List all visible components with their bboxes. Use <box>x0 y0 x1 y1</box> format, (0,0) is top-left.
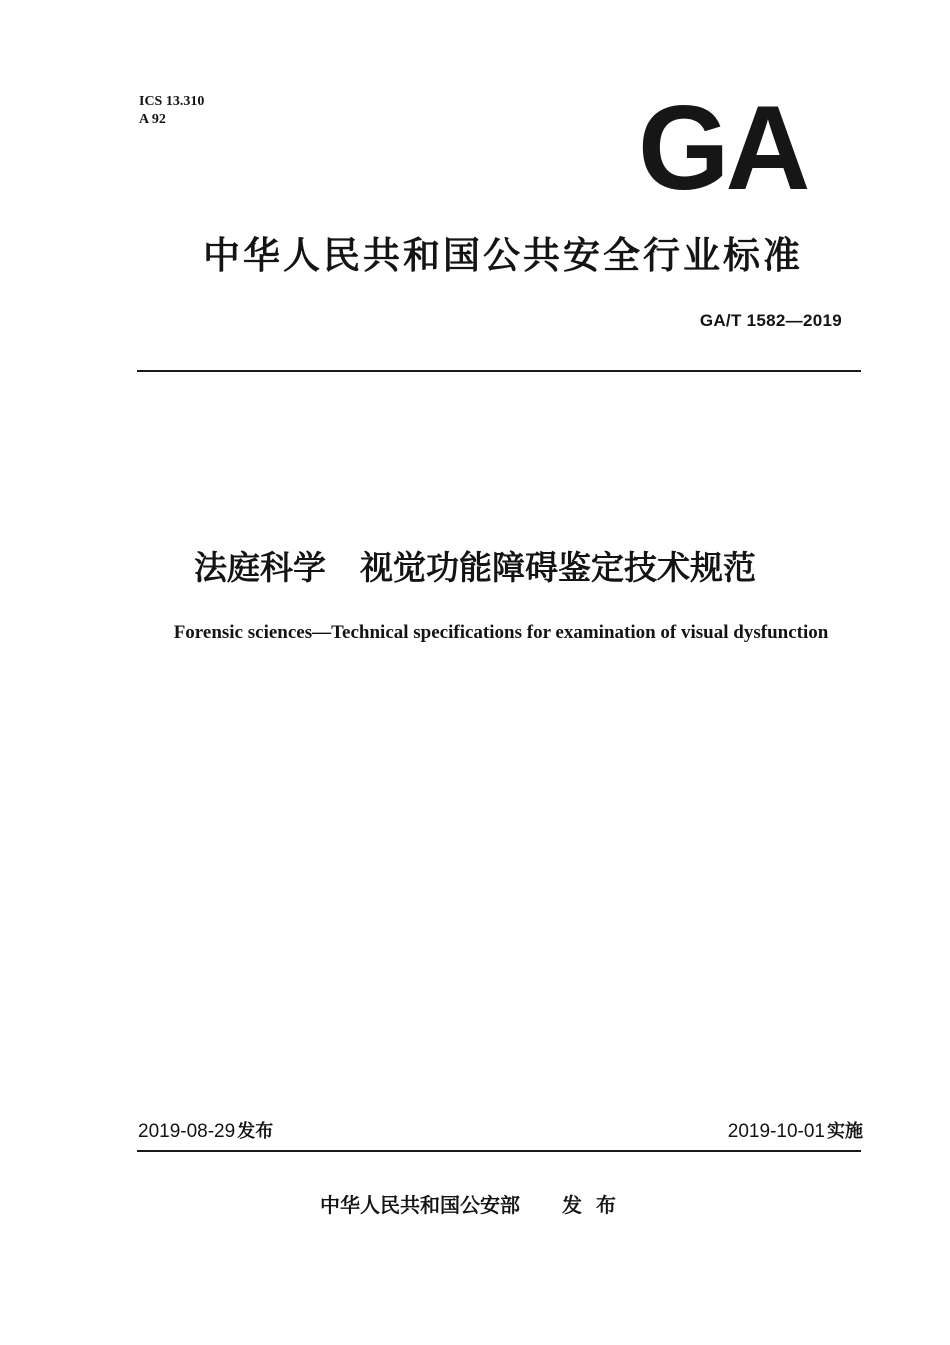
issuer-action: 发布 <box>562 1193 630 1217</box>
issuer-name: 中华人民共和国公安部 <box>320 1193 520 1217</box>
standard-title <box>0 542 950 589</box>
header-title-text: 中华人民共和国公共安全行业标准 <box>203 234 803 277</box>
issue-date-label: 发布 <box>237 1121 274 1142</box>
standard-title-part1: 法庭科学 <box>194 548 326 587</box>
standard-code: GA/T 1582—2019 <box>699 311 842 330</box>
english-title <box>0 622 950 644</box>
standard-title-part2: 视觉功能障碍鉴定技术规范 <box>360 548 756 587</box>
ics-block <box>139 93 204 129</box>
classification-code: A 92 <box>139 112 166 127</box>
header-title <box>0 225 950 279</box>
ga-logo: GA <box>638 81 807 215</box>
issue-date-value: 2019-08-29 <box>138 1121 236 1142</box>
effective-date <box>560 1117 863 1143</box>
issue-date <box>138 1117 273 1143</box>
effective-date-value: 2019-10-01 <box>727 1121 825 1142</box>
bottom-divider <box>137 1150 861 1152</box>
english-title-text: Forensic sciences—Technical specifications for examination of visual dysfunction <box>173 622 829 643</box>
top-divider <box>137 370 861 372</box>
issuer <box>0 1189 950 1218</box>
effective-date-label: 实施 <box>827 1121 863 1142</box>
ics-code: ICS 13.310 <box>139 94 205 109</box>
